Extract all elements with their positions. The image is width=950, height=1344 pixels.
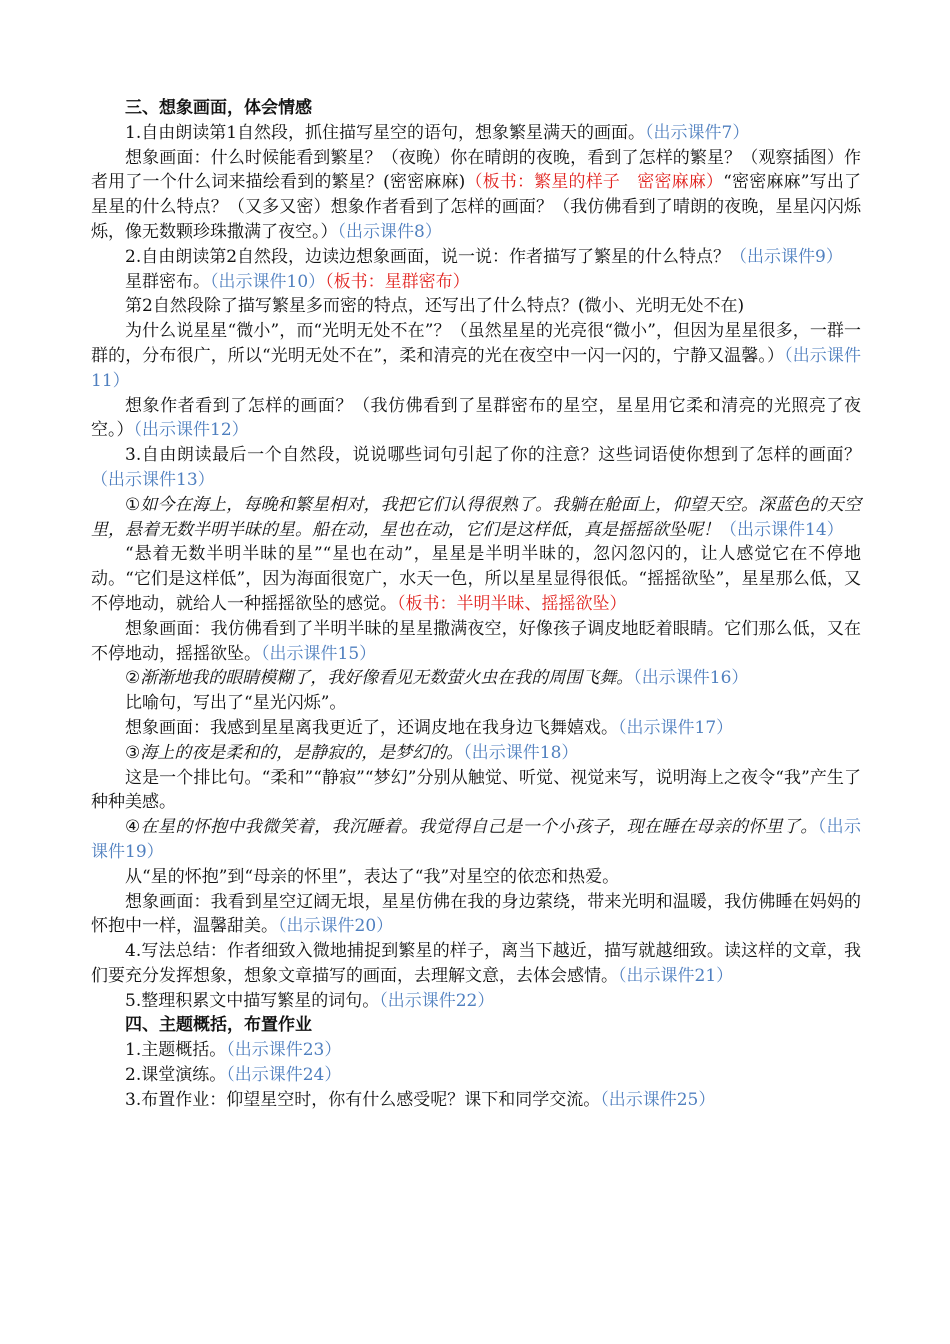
paragraph-text: 想象画面：我看到星空辽阔无垠，星星仿佛在我的身边萦绕，带来光明和温暖，我仿佛睡在妈妈的怀抱中一样，温馨甜美。 <box>91 891 861 937</box>
paragraph-text: 这是一个排比句。“柔和”“静寂”“梦幻”分别从触觉、听觉、视觉来写，说明海上之夜令“我”产生了种种美感。 <box>91 767 861 813</box>
paragraph <box>91 890 861 940</box>
paragraph <box>91 617 861 667</box>
section4-heading: 四、主题概括，布置作业 <box>125 1015 312 1036</box>
paragraph <box>91 691 861 716</box>
courseware-note: （出示课件17） <box>618 717 734 738</box>
courseware-note: （出示课件13） <box>91 469 215 490</box>
paragraph <box>91 1038 861 1063</box>
courseware-note: （出示课件15） <box>261 643 377 664</box>
courseware-note: （出示课件20） <box>278 916 394 937</box>
paragraph-text: 想象作者看到了怎样的画面？（我仿佛看到了星群密布的星空，星星用它柔和清亮的光照亮了夜空。） <box>91 395 861 441</box>
courseware-note: （出示课件14） <box>720 519 844 540</box>
paragraph <box>91 939 861 989</box>
paragraph <box>91 766 861 816</box>
paragraph-text: 2.课堂演练。 <box>125 1065 227 1086</box>
courseware-note: （出示课件10） <box>210 271 326 292</box>
paragraph-text: 第2自然段除了描写繁星多而密的特点，还写出了什么特点？(微小、光明无处不在) <box>125 296 745 317</box>
section3-heading: 三、想象画面，体会情感 <box>125 98 312 118</box>
paragraph-text: “密密麻麻”写出了星星的什么特点？（又多又密）想象作者看到了怎样的画面？（我仿佛看到了晴朗的夜晚，星星闪闪烁烁，像无数颗珍珠撒满了夜空。） <box>91 172 862 242</box>
paragraph <box>91 1063 861 1088</box>
lesson-plan-page <box>91 96 861 1113</box>
paragraph-text: 3.自由朗读最后一个自然段，说说哪些词句引起了你的注意？这些词语使你想到了怎样的画面？ <box>125 445 861 466</box>
paragraph <box>91 394 861 444</box>
paragraph <box>91 815 861 865</box>
paragraph <box>91 270 861 295</box>
paragraph <box>91 294 861 319</box>
paragraph <box>91 716 861 741</box>
paragraph-text: 比喻句，写出了“星光闪烁”。 <box>125 693 347 714</box>
courseware-note: （出示课件9） <box>730 246 843 267</box>
paragraph-text: 星群密布。 <box>125 271 210 292</box>
paragraph <box>91 493 861 543</box>
paragraph-text: 想象画面：我仿佛看到了半明半昧的星星撒满夜空，好像孩子调皮地眨着眼睛。它们那么低，又在不停地动，摇摇欲坠。 <box>91 618 861 664</box>
paragraph-text: 1.主题概括。 <box>125 1040 227 1061</box>
courseware-note: （出示课件23） <box>226 1040 342 1061</box>
courseware-note: （出示课件12） <box>133 420 249 441</box>
board-note: （板书：繁星的样子 密密麻麻） <box>465 172 724 193</box>
paragraph-text: 想象画面：什么时候能看到繁星？（夜晚）你在晴朗的夜晚，看到了怎样的繁星？（观察插图）作者用了一个什么词来描绘看到的繁星？(密密麻麻) <box>91 147 861 193</box>
paragraph <box>91 443 861 493</box>
paragraph <box>91 146 861 245</box>
courseware-note: （出示课件18） <box>463 742 579 763</box>
courseware-note: （出示课件8） <box>337 221 442 242</box>
paragraph-text: 5.整理积累文中描写繁星的词句。 <box>125 990 380 1011</box>
paragraph <box>91 245 861 270</box>
board-note: （板书：半明半昧、摇摇欲坠） <box>397 593 627 614</box>
courseware-note: （出示课件16） <box>633 668 749 689</box>
paragraph <box>91 989 861 1014</box>
paragraph-text: 从“星的怀抱”到“母亲的怀里”，表达了“我”对星空的依恋和热爱。 <box>125 866 620 887</box>
quoted-sentence: ②渐渐地我的眼睛模糊了，我好像看见无数萤火虫在我的周围飞舞。 <box>125 668 634 689</box>
paragraph <box>91 666 861 691</box>
paragraph <box>91 865 861 890</box>
courseware-note: （出示课件25） <box>600 1089 716 1110</box>
courseware-note: （出示课件11） <box>91 345 861 391</box>
paragraph-text: 为什么说星星“微小”，而“光明无处不在”？（虽然星星的光亮很“微小”，但因为星星很多，一群一群的，分布很广，所以“光明无处不在”，柔和清亮的光在夜空中一闪一闪的，宁静又温馨。） <box>91 321 861 366</box>
board-note: （板书：星群密布） <box>325 271 470 292</box>
paragraph-text: “悬着无数半明半昧的星”“星也在动”，星星是半明半昧的，忽闪忽闪的，让人感觉它在不停地动。“它们是这样低”，因为海面很宽广，水天一色，所以星星显得很低。“摇摇欲坠”，星星那么低，又不停地动，就给人一种摇摇欲坠的感觉。 <box>91 544 861 614</box>
paragraph <box>91 542 861 616</box>
paragraph-text: 想象画面：我感到星星离我更近了，还调皮地在我身边飞舞嬉戏。 <box>125 717 618 738</box>
courseware-note: （出示课件21） <box>618 965 734 986</box>
paragraph-text: 1.自由朗读第1自然段，抓住描写星空的语句，想象繁星满天的画面。 <box>125 122 646 143</box>
courseware-note: （出示课件19） <box>91 817 861 862</box>
paragraph-text: 4.写法总结：作者细致入微地捕捉到繁星的样子，离当下越近，描写就越细致。读这样的文章，我们要充分发挥想象，想象文章描写的画面，去理解文意，去体会感情。 <box>91 941 861 986</box>
paragraph <box>91 1088 861 1113</box>
courseware-note: （出示课件22） <box>379 990 495 1011</box>
paragraph-text: 2.自由朗读第2自然段，边读边想象画面，说一说：作者描写了繁星的什么特点？ <box>125 246 731 267</box>
quoted-sentence: ①如今在海上，每晚和繁星相对，我把它们认得很熟了。我躺在舱面上，仰望天空。深蓝色的天空里，悬着无数半明半昧的星。船在动，星也在动，它们是这样低，真是摇摇欲坠呢！ <box>91 494 861 540</box>
courseware-note: （出示课件24） <box>226 1065 342 1086</box>
paragraph <box>91 319 861 393</box>
paragraph <box>91 121 861 146</box>
quoted-sentence: ③海上的夜是柔和的，是静寂的，是梦幻的。 <box>125 742 464 763</box>
quoted-sentence: ④在星的怀抱中我微笑着，我沉睡着。我觉得自己是一个小孩子，现在睡在母亲的怀里了。 <box>125 817 818 838</box>
paragraph-text: 3.布置作业：仰望星空时，你有什么感受呢？课下和同学交流。 <box>125 1089 601 1110</box>
courseware-note: （出示课件7） <box>645 122 750 143</box>
paragraph <box>91 741 861 766</box>
